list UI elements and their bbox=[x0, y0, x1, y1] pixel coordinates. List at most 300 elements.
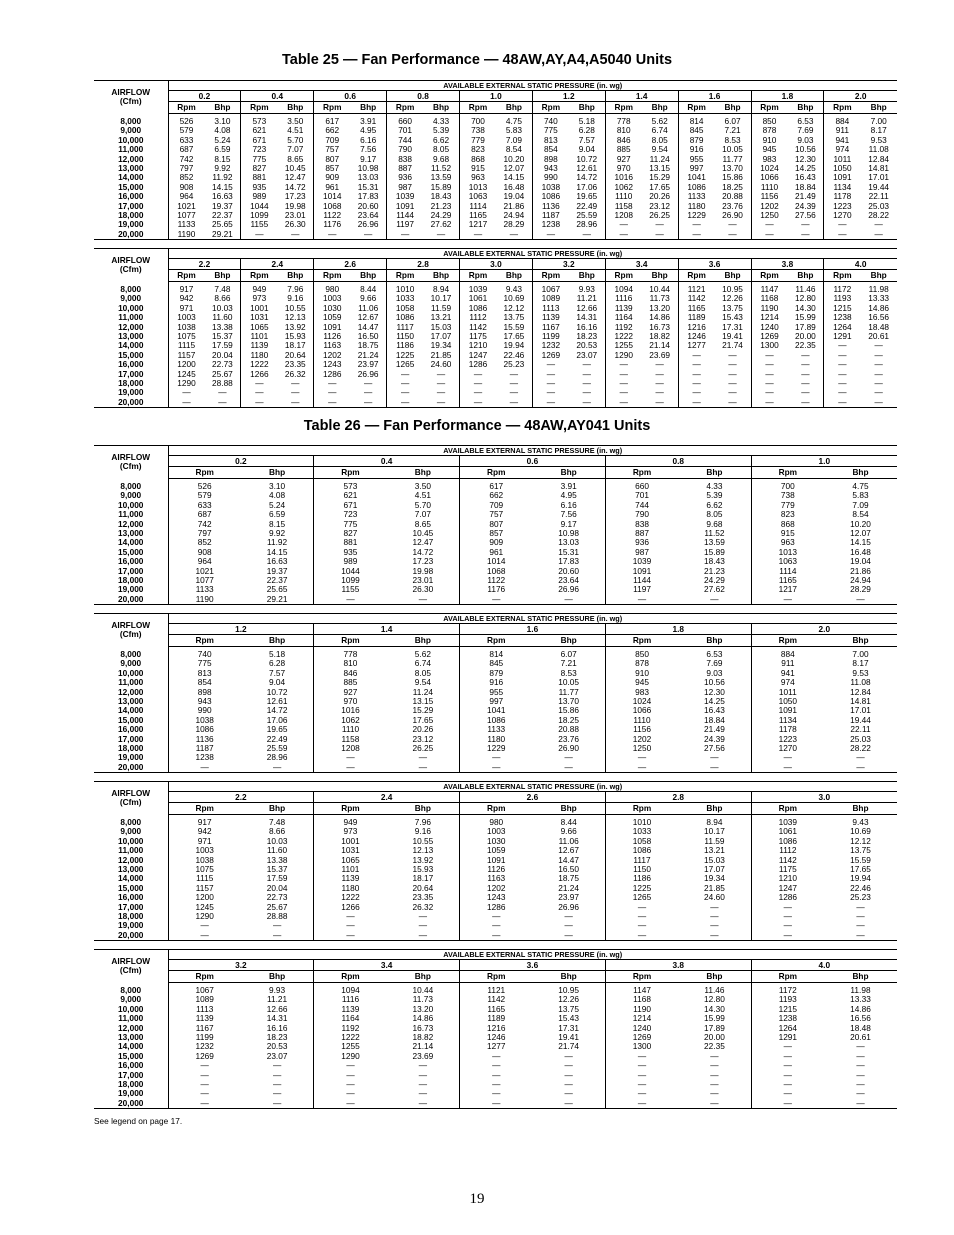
bhp-value: — bbox=[423, 388, 459, 397]
bhp-value: — bbox=[387, 595, 460, 605]
rpm-value: — bbox=[605, 1099, 678, 1109]
rpm-value: 1075 bbox=[177, 332, 196, 342]
rpm-value: — bbox=[783, 1089, 792, 1099]
rpm-value: 927 bbox=[343, 687, 358, 697]
rpm-value: 868 bbox=[780, 519, 795, 529]
rpm-value: 790 bbox=[635, 510, 649, 520]
bhp-value: 7.09 bbox=[852, 500, 869, 510]
bhp-header: Bhp bbox=[824, 803, 897, 815]
rpm-value: — bbox=[637, 1070, 647, 1080]
bhp-value: 23.97 bbox=[532, 893, 605, 902]
pressure-header: 4.0 bbox=[751, 960, 897, 971]
rpm-value: 1126 bbox=[487, 865, 506, 875]
rpm-value: 633 bbox=[179, 135, 194, 145]
rpm-value: — bbox=[200, 1070, 209, 1080]
airflow-value: 18,000 bbox=[94, 912, 168, 921]
bhp-value: 11.52 bbox=[423, 164, 459, 173]
rpm-value: 1176 bbox=[487, 585, 506, 595]
bhp-value: 15.59 bbox=[496, 323, 532, 332]
bhp-value: — bbox=[241, 921, 314, 930]
bhp-header: Bhp bbox=[204, 270, 240, 282]
rpm-value: 1147 bbox=[760, 285, 779, 294]
rpm-value: 1003 bbox=[177, 313, 196, 323]
rpm-value: 909 bbox=[489, 538, 504, 548]
table-26-block-3 bbox=[94, 781, 897, 941]
rpm-value: 1217 bbox=[778, 585, 798, 595]
bhp-value: 15.03 bbox=[678, 856, 751, 865]
rpm-value: 973 bbox=[343, 827, 358, 837]
pressure-header: 3.0 bbox=[460, 259, 533, 270]
bhp-value: 5.39 bbox=[678, 491, 751, 500]
rpm-value: 1215 bbox=[833, 303, 852, 313]
table-row bbox=[94, 585, 897, 594]
bhp-value: 10.45 bbox=[387, 529, 460, 538]
airflow-value: 19,000 bbox=[94, 388, 168, 397]
rpm-value: 1110 bbox=[633, 715, 651, 725]
bhp-value: 18.82 bbox=[387, 1033, 460, 1042]
bhp-value: — bbox=[569, 388, 605, 397]
bhp-header: Bhp bbox=[241, 635, 314, 647]
rpm-value: — bbox=[473, 369, 483, 379]
airflow-value: 8,000 bbox=[94, 818, 168, 827]
airflow-value: 9,000 bbox=[94, 491, 168, 500]
airflow-value: 15,000 bbox=[94, 884, 168, 893]
bhp-value: 14.72 bbox=[387, 548, 460, 557]
rpm-value: 701 bbox=[398, 126, 413, 136]
bhp-value: — bbox=[642, 230, 678, 240]
bhp-value: 14.47 bbox=[350, 323, 386, 332]
bhp-value: 12.13 bbox=[277, 313, 313, 322]
rpm-value: 1255 bbox=[341, 1042, 360, 1052]
rpm-value: 1176 bbox=[323, 220, 342, 230]
bhp-value: 25.67 bbox=[204, 370, 240, 379]
rpm-value: 1134 bbox=[778, 715, 797, 725]
bhp-value: 25.03 bbox=[868, 201, 890, 211]
table-row bbox=[94, 173, 897, 182]
bhp-header: Bhp bbox=[241, 971, 314, 983]
rpm-value: 687 bbox=[197, 510, 212, 520]
pressure-header: 1.4 bbox=[605, 91, 678, 102]
rpm-value: 1157 bbox=[177, 350, 196, 360]
pressure-header: 1.6 bbox=[460, 624, 606, 635]
bhp-value: — bbox=[787, 360, 823, 369]
bhp-value: 18.25 bbox=[532, 716, 605, 725]
rpm-value: 779 bbox=[471, 135, 485, 145]
rpm-value: — bbox=[637, 1080, 647, 1090]
rpm-value: 1134 bbox=[833, 182, 852, 192]
table-row bbox=[94, 482, 897, 491]
bhp-value: 14.72 bbox=[241, 706, 314, 715]
rpm-value: 1091 bbox=[487, 855, 506, 865]
bhp-value: 24.94 bbox=[496, 211, 532, 220]
rpm-value: 1059 bbox=[487, 846, 506, 856]
rpm-value: — bbox=[605, 398, 641, 408]
rpm-value: 1193 bbox=[778, 995, 797, 1005]
bhp-value: 5.70 bbox=[387, 501, 460, 510]
rpm-value: 1180 bbox=[487, 734, 506, 744]
bhp-value: 8.66 bbox=[241, 827, 314, 836]
table-row bbox=[94, 846, 897, 855]
rpm-value: 964 bbox=[179, 192, 194, 202]
bhp-value: 15.89 bbox=[423, 183, 459, 192]
rpm-value: 1011 bbox=[833, 154, 852, 164]
rpm-value: 980 bbox=[489, 818, 504, 827]
pressure-header: 3.4 bbox=[605, 259, 678, 270]
bhp-value: — bbox=[874, 388, 883, 398]
bhp-value: 7.00 bbox=[870, 117, 887, 126]
bhp-value: — bbox=[241, 1099, 314, 1109]
bhp-value: — bbox=[569, 379, 605, 388]
rpm-value: — bbox=[838, 388, 847, 398]
rpm-value: 1214 bbox=[632, 1014, 652, 1024]
bhp-value: 19.37 bbox=[241, 567, 314, 576]
airflow-value: 12,000 bbox=[94, 323, 168, 332]
rpm-value: 1190 bbox=[633, 1004, 651, 1014]
bhp-value: 14.81 bbox=[850, 697, 871, 707]
bhp-value: — bbox=[860, 230, 897, 240]
rpm-value: 1086 bbox=[195, 725, 214, 735]
rpm-value: 1062 bbox=[614, 182, 633, 192]
rpm-value: 1178 bbox=[833, 192, 852, 202]
rpm-value: 983 bbox=[635, 687, 649, 697]
bhp-value: 26.25 bbox=[642, 211, 678, 220]
rpm-header: Rpm bbox=[314, 270, 350, 282]
rpm-header: Rpm bbox=[751, 971, 824, 983]
bhp-value: 10.56 bbox=[787, 145, 823, 154]
rpm-value: 1114 bbox=[779, 566, 797, 576]
bhp-value: — bbox=[787, 379, 823, 388]
rpm-value: 1243 bbox=[487, 893, 506, 903]
rpm-value: 1214 bbox=[760, 313, 779, 323]
bhp-value: 16.56 bbox=[850, 1014, 871, 1024]
rpm-value: 807 bbox=[489, 519, 504, 529]
rpm-value: 1016 bbox=[614, 173, 633, 183]
rpm-value: 1062 bbox=[341, 715, 360, 725]
bhp-header: Bhp bbox=[678, 635, 751, 647]
bhp-header: Bhp bbox=[532, 635, 605, 647]
rpm-value: 1208 bbox=[341, 744, 360, 754]
bhp-value: 17.59 bbox=[204, 341, 240, 350]
pressure-header: 2.8 bbox=[605, 792, 751, 803]
bhp-value: — bbox=[874, 360, 883, 370]
bhp-value: — bbox=[387, 753, 460, 762]
airflow-value: 11,000 bbox=[94, 678, 168, 687]
bhp-value: 7.07 bbox=[277, 145, 313, 154]
bhp-value: 17.83 bbox=[532, 557, 605, 566]
bhp-value: — bbox=[387, 1061, 460, 1070]
bhp-value: 17.07 bbox=[423, 332, 459, 341]
rpm-value: 1112 bbox=[779, 846, 797, 856]
bhp-value: 8.17 bbox=[870, 126, 887, 136]
rpm-value: — bbox=[492, 1051, 501, 1061]
bhp-value: — bbox=[678, 903, 751, 912]
bhp-value: 20.00 bbox=[678, 1033, 751, 1042]
table-row bbox=[94, 1099, 897, 1109]
airflow-value: 16,000 bbox=[94, 725, 168, 734]
rpm-value: 885 bbox=[616, 145, 631, 155]
bhp-value: 8.44 bbox=[532, 818, 605, 827]
rpm-value: 1099 bbox=[341, 576, 360, 586]
table-row bbox=[94, 192, 897, 201]
rpm-value: 845 bbox=[689, 126, 704, 136]
rpm-header: Rpm bbox=[168, 971, 241, 983]
bhp-value: — bbox=[874, 350, 883, 360]
bhp-value: — bbox=[715, 351, 751, 360]
rpm-value: 898 bbox=[197, 687, 212, 697]
bhp-value: 4.08 bbox=[241, 491, 314, 500]
rpm-value: 671 bbox=[343, 500, 358, 510]
rpm-value: 1014 bbox=[323, 192, 342, 202]
bhp-value: 21.24 bbox=[350, 351, 386, 360]
bhp-value: 11.08 bbox=[868, 145, 889, 155]
rpm-value: 1197 bbox=[396, 220, 415, 230]
table-row bbox=[94, 865, 897, 874]
table-row bbox=[94, 136, 897, 145]
bhp-value: — bbox=[532, 1089, 605, 1098]
rpm-value: 964 bbox=[197, 557, 212, 567]
airflow-value: 19,000 bbox=[94, 220, 168, 229]
rpm-value: 1202 bbox=[323, 350, 342, 360]
rpm-value: — bbox=[605, 230, 641, 240]
bhp-value: 6.53 bbox=[678, 650, 751, 659]
bhp-value: — bbox=[241, 1089, 314, 1098]
rpm-value: 915 bbox=[780, 529, 795, 539]
rpm-value: — bbox=[546, 369, 555, 379]
airflow-value: 13,000 bbox=[94, 1033, 168, 1042]
rpm-value: — bbox=[605, 763, 678, 773]
rpm-value: 1172 bbox=[833, 285, 852, 294]
bhp-value: — bbox=[569, 360, 605, 369]
rpm-value: 700 bbox=[471, 117, 485, 126]
rpm-value: 797 bbox=[179, 164, 194, 174]
airflow-value: 9,000 bbox=[94, 294, 168, 303]
bhp-value: 8.44 bbox=[350, 285, 386, 294]
bhp-value: 19.94 bbox=[850, 874, 871, 884]
bhp-value: — bbox=[874, 379, 883, 389]
rpm-value: 910 bbox=[635, 668, 649, 678]
bhp-value: 19.34 bbox=[423, 341, 459, 350]
rpm-value: — bbox=[838, 341, 847, 351]
bhp-value: 12.30 bbox=[678, 688, 751, 697]
bhp-value: 24.94 bbox=[850, 576, 871, 586]
bhp-value: 15.43 bbox=[532, 1014, 605, 1023]
bhp-value: 13.21 bbox=[678, 846, 751, 855]
bhp-value: 9.54 bbox=[387, 678, 460, 687]
rpm-value: — bbox=[765, 369, 774, 379]
bhp-value: 17.23 bbox=[277, 192, 313, 201]
airflow-unit: (Cfm) bbox=[119, 797, 142, 808]
rpm-value: 987 bbox=[398, 182, 413, 192]
rpm-value: 1114 bbox=[469, 201, 487, 211]
bhp-header: Bhp bbox=[241, 803, 314, 815]
rpm-value: — bbox=[619, 360, 628, 370]
rpm-value: 1291 bbox=[778, 1033, 798, 1043]
rpm-value: 1165 bbox=[778, 576, 797, 586]
bhp-value: 6.62 bbox=[423, 136, 459, 145]
rpm-value: 1011 bbox=[778, 687, 797, 697]
bhp-value: 21.23 bbox=[423, 202, 459, 211]
airflow-value: 16,000 bbox=[94, 893, 168, 902]
bhp-value: 7.09 bbox=[496, 136, 532, 145]
rpm-header: Rpm bbox=[314, 803, 387, 815]
bhp-value: 20.88 bbox=[532, 725, 605, 734]
rpm-value: 1122 bbox=[323, 211, 342, 221]
rpm-header: Rpm bbox=[168, 270, 204, 282]
rpm-value: — bbox=[168, 398, 204, 408]
bhp-value: 4.75 bbox=[496, 117, 532, 126]
bhp-value: 9.93 bbox=[569, 285, 605, 294]
bhp-value: 20.60 bbox=[532, 567, 605, 576]
rpm-value: 942 bbox=[197, 827, 212, 837]
rpm-value: 1155 bbox=[341, 585, 360, 595]
bhp-value: 19.04 bbox=[496, 192, 532, 201]
bhp-value: 15.93 bbox=[277, 332, 313, 341]
bhp-value: 21.14 bbox=[642, 341, 678, 350]
table-row bbox=[94, 548, 897, 557]
rpm-value: 868 bbox=[471, 154, 485, 164]
bhp-value: 22.73 bbox=[241, 893, 314, 902]
bhp-value: 10.03 bbox=[241, 837, 314, 846]
bhp-value: 5.18 bbox=[241, 650, 314, 659]
airflow-value: 13,000 bbox=[94, 332, 168, 341]
bhp-value: 22.46 bbox=[496, 351, 532, 360]
bhp-value: 10.20 bbox=[496, 155, 532, 164]
table-row bbox=[94, 912, 897, 921]
rpm-value: 1222 bbox=[341, 893, 360, 903]
rpm-value: 1099 bbox=[250, 211, 269, 221]
table-row bbox=[94, 117, 897, 126]
rpm-value: — bbox=[678, 230, 714, 240]
bhp-value: 17.06 bbox=[241, 716, 314, 725]
rpm-value: 1094 bbox=[614, 285, 633, 294]
bhp-value: 8.05 bbox=[678, 510, 751, 519]
rpm-value: 1003 bbox=[195, 846, 214, 856]
rpm-value: 987 bbox=[635, 547, 649, 557]
bhp-value: 15.86 bbox=[715, 173, 751, 182]
bhp-value: 12.61 bbox=[569, 164, 605, 173]
bhp-value: 22.49 bbox=[241, 735, 314, 744]
rpm-value: — bbox=[619, 379, 628, 389]
pressure-header: 3.6 bbox=[678, 259, 751, 270]
rpm-value: 1001 bbox=[250, 303, 269, 313]
bhp-value: 11.46 bbox=[678, 986, 751, 995]
table-row bbox=[94, 1089, 897, 1098]
airflow-value: 15,000 bbox=[94, 183, 168, 192]
rpm-value: 983 bbox=[762, 154, 777, 164]
bhp-value: — bbox=[874, 369, 883, 379]
bhp-value: 23.07 bbox=[569, 351, 605, 360]
rpm-value: 974 bbox=[835, 145, 850, 155]
bhp-value: 17.06 bbox=[569, 183, 605, 192]
bhp-value: — bbox=[642, 360, 678, 369]
bhp-header: Bhp bbox=[277, 270, 313, 282]
table-row bbox=[94, 697, 897, 706]
pressure-header: 2.8 bbox=[387, 259, 460, 270]
bhp-value: 8.05 bbox=[423, 145, 459, 154]
bhp-value: 4.51 bbox=[387, 491, 460, 500]
table-row bbox=[94, 827, 897, 836]
rpm-value: 846 bbox=[616, 135, 631, 145]
bhp-value: — bbox=[715, 370, 751, 379]
bhp-value: 22.35 bbox=[678, 1042, 751, 1051]
rpm-value: — bbox=[200, 1080, 209, 1090]
rpm-value: 1189 bbox=[687, 313, 706, 323]
bhp-value: 11.59 bbox=[678, 837, 751, 846]
bhp-value: 17.65 bbox=[850, 865, 871, 875]
airflow-value: 11,000 bbox=[94, 846, 168, 855]
rpm-header: Rpm bbox=[460, 971, 533, 983]
rpm-value: 917 bbox=[197, 818, 212, 827]
bhp-value: 13.21 bbox=[423, 313, 459, 322]
bhp-header: Bhp bbox=[204, 102, 240, 114]
rpm-value: 963 bbox=[471, 173, 485, 183]
rpm-value: 943 bbox=[543, 164, 558, 174]
rpm-value: — bbox=[637, 902, 647, 912]
rpm-value: 1186 bbox=[633, 874, 651, 884]
bhp-value: 11.52 bbox=[678, 529, 751, 538]
rpm-value: 709 bbox=[325, 135, 340, 145]
bhp-value: 10.56 bbox=[678, 678, 751, 687]
bhp-value: 12.30 bbox=[787, 155, 823, 164]
rpm-value: 980 bbox=[325, 285, 340, 294]
bhp-value: 8.94 bbox=[678, 818, 751, 827]
bhp-header: Bhp bbox=[496, 102, 532, 114]
bhp-value: 5.18 bbox=[569, 117, 605, 126]
bhp-value: — bbox=[423, 370, 459, 379]
table-row bbox=[94, 735, 897, 744]
pressure-header: 0.2 bbox=[168, 456, 314, 467]
airflow-value: 15,000 bbox=[94, 1052, 168, 1061]
bhp-value: 22.37 bbox=[204, 211, 240, 220]
bhp-value: 23.76 bbox=[715, 202, 751, 211]
rpm-value: 757 bbox=[325, 145, 340, 155]
table-row bbox=[94, 520, 897, 529]
bhp-value: 29.21 bbox=[204, 230, 240, 240]
bhp-value: 19.44 bbox=[850, 715, 871, 725]
rpm-value: — bbox=[241, 230, 277, 240]
bhp-value: 14.15 bbox=[241, 548, 314, 557]
rpm-header: Rpm bbox=[532, 102, 568, 114]
pressure-header: 2.6 bbox=[460, 792, 606, 803]
bhp-value: 20.88 bbox=[715, 192, 751, 201]
bhp-value: — bbox=[787, 220, 823, 229]
bhp-value: 17.89 bbox=[678, 1024, 751, 1033]
rpm-value: 1031 bbox=[250, 313, 269, 323]
rpm-value: 617 bbox=[325, 117, 340, 126]
bhp-value: 9.66 bbox=[350, 294, 386, 303]
bhp-value: 20.04 bbox=[204, 351, 240, 360]
table-row bbox=[94, 379, 897, 388]
bhp-header: Bhp bbox=[678, 803, 751, 815]
rpm-value: 1265 bbox=[632, 893, 652, 903]
bhp-value: 17.01 bbox=[850, 706, 871, 716]
bhp-value: 18.23 bbox=[569, 332, 605, 341]
bhp-value: 23.01 bbox=[387, 576, 460, 585]
rpm-value: — bbox=[765, 388, 774, 398]
bhp-value: 15.43 bbox=[715, 313, 751, 322]
bhp-value: — bbox=[824, 595, 897, 605]
rpm-value: 1065 bbox=[341, 855, 360, 865]
rpm-value: 898 bbox=[543, 154, 558, 164]
bhp-value: — bbox=[350, 388, 386, 397]
bhp-value: 10.69 bbox=[850, 827, 871, 837]
bhp-value: — bbox=[715, 388, 751, 397]
rpm-value: 1286 bbox=[778, 893, 798, 903]
rpm-value: — bbox=[838, 369, 847, 379]
rpm-value: 740 bbox=[543, 117, 558, 126]
bhp-value: 14.30 bbox=[787, 304, 823, 313]
bhp-value: 20.61 bbox=[868, 332, 890, 342]
